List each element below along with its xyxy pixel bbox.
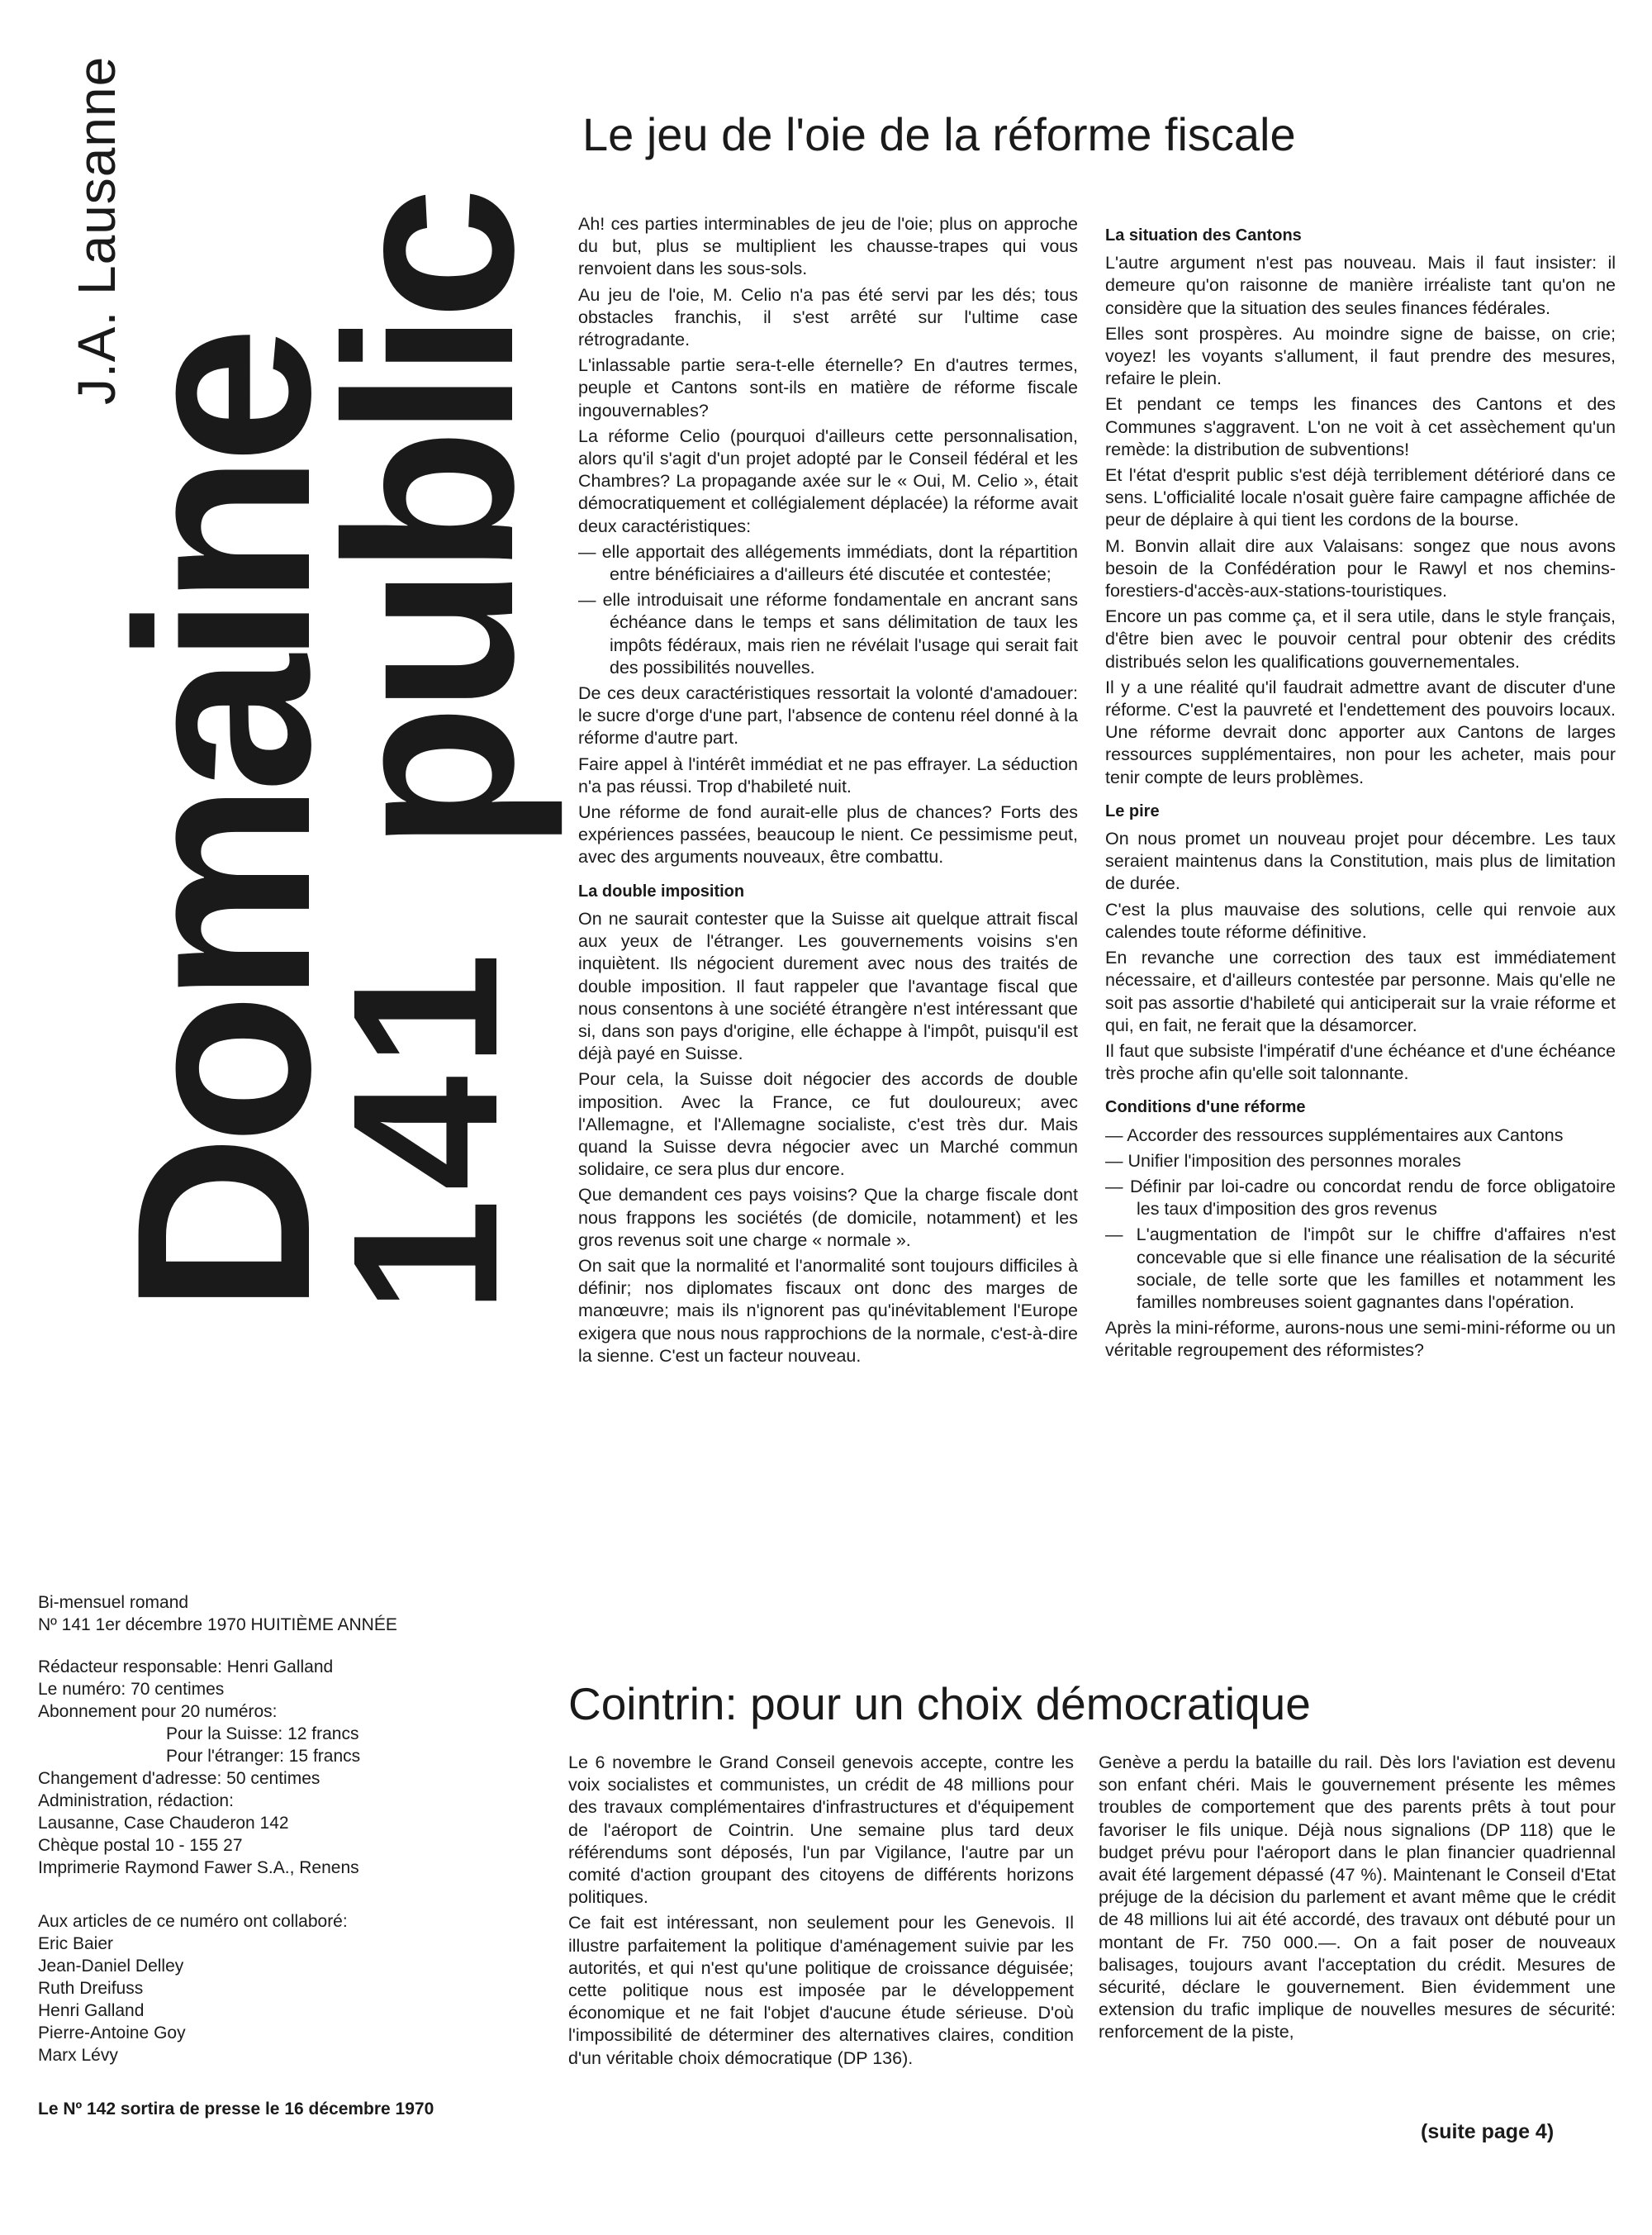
colophon-line: Administration, rédaction:: [38, 1791, 234, 1810]
masthead: [33, 55, 563, 1314]
article2-column-1: [568, 1752, 1074, 2073]
paragraph: Et l'état d'esprit public s'est déjà terriblement détérioré dans ce sens. L'officialité locale n'osait guère faire campagne affichée de peur de déplaire à qui tient les cordons de la bourse.: [1105, 465, 1616, 530]
continued-note: (suite page 4): [1421, 2120, 1555, 2143]
paragraph: Et pendant ce temps les finances des Cantons et des Communes s'aggravent. L'on ne voit à cet assèchement qu'un remède: la distribution de subventions!: [1105, 394, 1616, 459]
colophon-line: Abonnement pour 20 numéros:: [38, 1702, 278, 1721]
list-item: — L'augmentation de l'impôt sur le chiffre d'affaires n'est concevable que si elle finance une réalisation de la sécurité sociale, de telle sorte que les familles et notamment les familles nombreuses soient gagnantes dans l'opération.: [1105, 1224, 1616, 1312]
paragraph: L'inlassable partie sera-t-elle éternelle? En d'autres termes, peuple et Cantons sont-ils en matière de réforme fiscale ingouvernables?: [578, 355, 1078, 421]
list-item: — Accorder des ressources supplémentaires aux Cantons: [1105, 1125, 1564, 1145]
paragraph: Ce fait est intéressant, non seulement pour les Genevois. Il illustre parfaitement la politique d'aménagement suivie par les autorités, et qui n'est qu'une politique de croissance déguisée; cette politique nous est imposée par le développement économique et ne fait l'objet d'aucune étude sérieuse. D'où l'impossibilité de déterminer des alternatives claires, condition d'un véritable choix démocratique (DP 136).: [568, 1913, 1074, 2068]
paragraph: On nous promet un nouveau projet pour décembre. Les taux seraient maintenus dans la Constitution, mais plus de limitation de durée.: [1105, 829, 1616, 894]
colophon-line: Eric Baier: [38, 1934, 114, 1953]
paragraph: Que demandent ces pays voisins? Que la charge fiscale dont nous frappons les sociétés (de domicile, notamment) et les gros revenus soit une charge « normale ».: [578, 1185, 1078, 1250]
list-item: — elle apportait des allégements immédiats, dont la répartition entre bénéficiaires a d'ailleurs été discutée et contestée;: [578, 541, 1078, 585]
section-heading: La situation des Cantons: [1105, 226, 1302, 245]
paragraph: Ah! ces parties interminables de jeu de l'oie; plus on approche du but, plus se multiplient les chausse-trapes qui vous renvoient dans les sous-sols.: [578, 214, 1078, 279]
colophon-line: Imprimerie Raymond Fawer S.A., Renens: [38, 1858, 359, 1877]
colophon-line: Pour la Suisse: 12 francs: [166, 1724, 359, 1743]
colophon-line: Bi-mensuel romand: [38, 1593, 189, 1612]
section-heading: Conditions d'une réforme: [1105, 1098, 1306, 1117]
colophon-line: Pour l'étranger: 15 francs: [166, 1747, 361, 1766]
article2-column-2: [1099, 1752, 1616, 2047]
masthead-issue-number: 141: [310, 944, 540, 1314]
colophon-line: Marx Lévy: [38, 2046, 118, 2065]
paragraph: L'autre argument n'est pas nouveau. Mais il faut insister: il demeure qu'on raisonne de manière irréaliste tant qu'on ne considère que la situation des seules finances fédérales.: [1105, 253, 1616, 318]
paragraph: M. Bonvin allait dire aux Valaisans: songez que nous avons besoin de la Confédération pour le Rawyl et nos chemins-forestiers-d'accès-aux-stations-touristiques.: [1105, 535, 1616, 602]
list-item: — elle introduisait une réforme fondamentale en ancrant sans échéance dans le temps et sans délimitation de taux les impôts fédéraux, mais rien ne révélait l'usage qui serait fait des possibilités nouvelles.: [578, 590, 1078, 678]
article2-title: Cointrin: pour un choix démocratique: [568, 1678, 1311, 1729]
colophon-line: Le Nº 142 sortira de presse le 16 décembre 1970: [38, 2099, 434, 2118]
spacer: [38, 1636, 534, 1656]
paragraph: C'est la plus mauvaise des solutions, celle qui renvoie aux calendes toute réforme définitive.: [1105, 899, 1616, 942]
paragraph: On ne saurait contester que la Suisse ait quelque attrait fiscal aux yeux de l'étranger. Les gouvernements voisins s'en inquiètent. Ils négocient durement avec nous des traités de double imposition. Il faut rappeler que l'avantage fiscal que nous consentons à une société étrangère n'est intéressant que si, dans son pays d'origine, elle échappe à l'impôt, puisqu'il est déjà payé en Suisse.: [578, 908, 1078, 1064]
colophon-line: Jean-Daniel Delley: [38, 1957, 184, 1976]
colophon-line: Rédacteur responsable: Henri Galland: [38, 1657, 334, 1676]
colophon-line: Chèque postal 10 - 155 27: [38, 1836, 243, 1855]
paragraph: Genève a perdu la bataille du rail. Dès lors l'aviation est devenu son enfant chéri. Mais le gouvernement présente les mêmes troubles de comportement que des parents prêts à tout pour favoriser le fils unique. Déjà nous signalions (DP 118) que le budget prévu pour l'aéroport dans le plan financier quadriennal avait été largement dépassé (47 %). Maintenant le Conseil d'Etat préjuge de la décision du parlement et avant même que le crédit de 48 millions lui ait été accordé, des travaux ont débuté pour un montant de Fr. 750 000.—. On a fait poser de nouveaux balisages, toujours avant l'acceptation du crédit. Mesures de sécurité, déclare le gouvernement. Bien évidemment une extension du trafic implique de nouvelles mesures de sécurité: renforcement de la piste,: [1099, 1752, 1616, 2042]
paragraph: Elles sont prospères. Au moindre signe de baisse, on crie; voyez! les voyants s'allument, il faut prendre des mesures, refaire le plein.: [1105, 323, 1616, 389]
paragraph: Encore un pas comme ça, et il sera utile, dans le style français, d'être bien avec le pouvoir central pour obtenir des crédits distribués selon les qualifications gouvernementales.: [1105, 606, 1616, 672]
spacer: [38, 1879, 534, 1910]
paragraph: Faire appel à l'intérêt immédiat et ne pas effrayer. La séduction n'a pas réussi. Trop d'habileté nuit.: [578, 754, 1078, 797]
section-heading: La double imposition: [578, 882, 745, 901]
paragraph: Après la mini-réforme, aurons-nous une semi-mini-réforme ou un véritable regroupement des réformistes?: [1105, 1318, 1616, 1361]
colophon: [38, 1591, 534, 2120]
list-item: — Définir par loi-cadre ou concordat rendu de force obligatoire les taux d'imposition des gros revenus: [1105, 1176, 1616, 1220]
colophon-line: Lausanne, Case Chauderon 142: [38, 1814, 289, 1833]
paragraph: Au jeu de l'oie, M. Celio n'a pas été servi par les dés; tous obstacles franchis, il s'est arrêté sur l'ultime case rétrogradante.: [578, 284, 1078, 350]
colophon-line: Nº 141 1er décembre 1970 HUITIÈME ANNÉE: [38, 1615, 397, 1634]
spacer: [38, 2066, 534, 2098]
paragraph: Une réforme de fond aurait-elle plus de chances? Forts des expériences passées, beaucoup le nient. Ce pessimisme peut, avec des arguments nouveaux, être combattu.: [578, 802, 1078, 868]
paragraph: Pour cela, la Suisse doit négocier des accords de double imposition. Avec la France, ce fut douloureux; avec l'Allemagne, et l'Allemagne socialiste, c'est très dur. Mais quand la Suisse devra négocier avec un Marché commun solidaire, ce sera plus dur encore.: [578, 1069, 1078, 1180]
paragraph: En revanche une correction des taux est immédiatement nécessaire, et d'ailleurs contestée par personne. Mais qu'elle ne soit pas assortie d'habileté qui anticiperait sur la vraie réforme et qui, en fait, ne ferait que la désamorcer.: [1105, 948, 1616, 1035]
colophon-line: Pierre-Antoine Goy: [38, 2023, 186, 2042]
article1-title: Le jeu de l'oie de la réforme fiscale: [582, 108, 1296, 160]
colophon-line: Henri Galland: [38, 2001, 145, 2020]
paragraph: Le 6 novembre le Grand Conseil genevois accepte, contre les voix socialistes et communistes, un crédit de 48 millions pour des travaux complémentaires d'infrastructures et d'équipement de l'aéroport de Cointrin. Une semaine plus tard deux référendums sont déposés, l'un par Vigilance, l'autre par un comité d'action groupant des citoyens de différents horizons politiques.: [568, 1752, 1074, 1908]
colophon-line: Aux articles de ce numéro ont collaboré:: [38, 1912, 348, 1931]
paragraph: La réforme Celio (pourquoi d'ailleurs cette personnalisation, alors qu'il s'agit d'un projet adopté par le Conseil fédéral et les Chambres? La propagande axée sur le « Oui, M. Celio », était démocratiquement et collégialement déplacée) la réforme avait deux caractéristiques:: [578, 426, 1078, 536]
article1-column-1: [578, 213, 1078, 1371]
article1-column-2: [1105, 213, 1616, 1366]
masthead-title-public: public: [296, 195, 563, 851]
paragraph: On sait que la normalité et l'anormalité sont toujours difficiles à définir; nos diplomates fiscaux ont donc des marges de manœuvre; mais ils n'ignorent pas qu'inévitablement l'Europe exigera que nous nous rapprochions de la normale, c'est-à-dire la sienne. C'est un facteur nouveau.: [578, 1255, 1078, 1366]
colophon-line: Changement d'adresse: 50 centimes: [38, 1769, 320, 1788]
masthead-title-domaine: Domaine: [84, 336, 362, 1314]
colophon-line: Le numéro: 70 centimes: [38, 1680, 225, 1699]
paragraph: De ces deux caractéristiques ressortait la volonté d'amadouer: le sucre d'orge d'une part, l'absence de contenu réel donné à la réforme d'autre part.: [578, 683, 1078, 749]
list-item: — Unifier l'imposition des personnes morales: [1105, 1150, 1461, 1171]
colophon-line: Ruth Dreifuss: [38, 1979, 144, 1998]
paragraph: Il faut que subsiste l'impératif d'une échéance et d'une échéance très proche afin qu'elle soit talonnante.: [1105, 1040, 1616, 1084]
section-heading: Le pire: [1105, 801, 1160, 820]
paragraph: Il y a une réalité qu'il faudrait admettre avant de discuter d'une réforme. C'est la pauvreté et l'endettement des pouvoirs locaux. Une réforme devrait donc apporter aux Cantons de larges ressources supplémentaires, non pour les acheter, mais pour tenir compte de leurs problèmes.: [1105, 677, 1616, 787]
masthead-city: J.A. Lausanne: [67, 55, 126, 405]
